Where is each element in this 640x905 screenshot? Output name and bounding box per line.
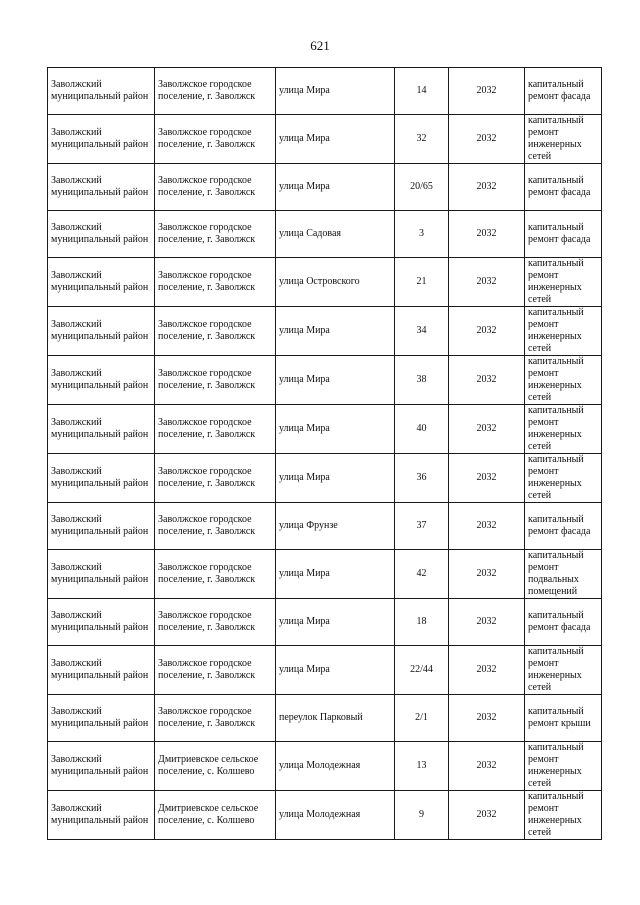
table-row <box>48 550 602 599</box>
table-row <box>48 115 602 164</box>
district-cell: Заволжский муниципальный район <box>48 503 155 550</box>
settlement-cell: Заволжское городское поселение, г. Заволжск <box>155 258 276 307</box>
house-number-cell: 20/65 <box>395 164 449 211</box>
work-type-cell: капитальный ремонт инженерных сетей <box>525 646 602 695</box>
settlement-cell: Заволжское городское поселение, г. Заволжск <box>155 115 276 164</box>
year-cell: 2032 <box>449 742 525 791</box>
year-cell: 2032 <box>449 599 525 646</box>
settlement-cell: Заволжское городское поселение, г. Заволжск <box>155 646 276 695</box>
year-cell: 2032 <box>449 356 525 405</box>
district-cell: Заволжский муниципальный район <box>48 599 155 646</box>
settlement-cell: Заволжское городское поселение, г. Заволжск <box>155 550 276 599</box>
settlement-cell: Заволжское городское поселение, г. Заволжск <box>155 599 276 646</box>
table-row <box>48 307 602 356</box>
work-type-cell: капитальный ремонт фасада <box>525 599 602 646</box>
district-cell: Заволжский муниципальный район <box>48 258 155 307</box>
district-cell: Заволжский муниципальный район <box>48 211 155 258</box>
settlement-cell: Заволжское городское поселение, г. Заволжск <box>155 695 276 742</box>
work-type-cell: капитальный ремонт инженерных сетей <box>525 307 602 356</box>
table-row <box>48 646 602 695</box>
district-cell: Заволжский муниципальный район <box>48 791 155 840</box>
year-cell: 2032 <box>449 503 525 550</box>
street-cell: переулок Парковый <box>276 695 395 742</box>
year-cell: 2032 <box>449 550 525 599</box>
table-row <box>48 258 602 307</box>
street-cell: улица Молодежная <box>276 742 395 791</box>
house-number-cell: 21 <box>395 258 449 307</box>
year-cell: 2032 <box>449 164 525 211</box>
district-cell: Заволжский муниципальный район <box>48 454 155 503</box>
year-cell: 2032 <box>449 68 525 115</box>
district-cell: Заволжский муниципальный район <box>48 742 155 791</box>
work-type-cell: капитальный ремонт фасада <box>525 164 602 211</box>
settlement-cell: Дмитриевское сельское поселение, с. Колшево <box>155 742 276 791</box>
street-cell: улица Мира <box>276 599 395 646</box>
table-row <box>48 791 602 840</box>
house-number-cell: 34 <box>395 307 449 356</box>
settlement-cell: Заволжское городское поселение, г. Заволжск <box>155 454 276 503</box>
street-cell: улица Мира <box>276 405 395 454</box>
district-cell: Заволжский муниципальный район <box>48 405 155 454</box>
house-number-cell: 13 <box>395 742 449 791</box>
house-number-cell: 2/1 <box>395 695 449 742</box>
settlement-cell: Заволжское городское поселение, г. Заволжск <box>155 405 276 454</box>
street-cell: улица Мира <box>276 454 395 503</box>
year-cell: 2032 <box>449 695 525 742</box>
district-cell: Заволжский муниципальный район <box>48 550 155 599</box>
street-cell: улица Мира <box>276 68 395 115</box>
work-type-cell: капитальный ремонт фасада <box>525 503 602 550</box>
house-number-cell: 18 <box>395 599 449 646</box>
repair-schedule-table <box>47 67 602 840</box>
work-type-cell: капитальный ремонт инженерных сетей <box>525 405 602 454</box>
house-number-cell: 40 <box>395 405 449 454</box>
street-cell: улица Мира <box>276 115 395 164</box>
year-cell: 2032 <box>449 791 525 840</box>
year-cell: 2032 <box>449 115 525 164</box>
district-cell: Заволжский муниципальный район <box>48 68 155 115</box>
district-cell: Заволжский муниципальный район <box>48 356 155 405</box>
street-cell: улица Мира <box>276 646 395 695</box>
table-row <box>48 356 602 405</box>
table-row <box>48 68 602 115</box>
work-type-cell: капитальный ремонт инженерных сетей <box>525 115 602 164</box>
work-type-cell: капитальный ремонт инженерных сетей <box>525 454 602 503</box>
street-cell: улица Садовая <box>276 211 395 258</box>
year-cell: 2032 <box>449 258 525 307</box>
house-number-cell: 22/44 <box>395 646 449 695</box>
work-type-cell: капитальный ремонт подвальных помещений <box>525 550 602 599</box>
table-row <box>48 695 602 742</box>
year-cell: 2032 <box>449 454 525 503</box>
district-cell: Заволжский муниципальный район <box>48 646 155 695</box>
settlement-cell: Заволжское городское поселение, г. Заволжск <box>155 356 276 405</box>
house-number-cell: 14 <box>395 68 449 115</box>
work-type-cell: капитальный ремонт инженерных сетей <box>525 742 602 791</box>
house-number-cell: 3 <box>395 211 449 258</box>
year-cell: 2032 <box>449 211 525 258</box>
table-row <box>48 164 602 211</box>
table-row <box>48 454 602 503</box>
district-cell: Заволжский муниципальный район <box>48 307 155 356</box>
page-number: 621 <box>310 38 330 53</box>
house-number-cell: 32 <box>395 115 449 164</box>
house-number-cell: 38 <box>395 356 449 405</box>
work-type-cell: капитальный ремонт фасада <box>525 211 602 258</box>
work-type-cell: капитальный ремонт инженерных сетей <box>525 258 602 307</box>
house-number-cell: 9 <box>395 791 449 840</box>
district-cell: Заволжский муниципальный район <box>48 115 155 164</box>
settlement-cell: Заволжское городское поселение, г. Заволжск <box>155 164 276 211</box>
district-cell: Заволжский муниципальный район <box>48 164 155 211</box>
settlement-cell: Заволжское городское поселение, г. Заволжск <box>155 211 276 258</box>
work-type-cell: капитальный ремонт крыши <box>525 695 602 742</box>
street-cell: улица Островского <box>276 258 395 307</box>
year-cell: 2032 <box>449 405 525 454</box>
settlement-cell: Дмитриевское сельское поселение, с. Колшево <box>155 791 276 840</box>
street-cell: улица Мира <box>276 164 395 211</box>
year-cell: 2032 <box>449 646 525 695</box>
table-row <box>48 599 602 646</box>
table-body <box>48 68 602 840</box>
work-type-cell: капитальный ремонт инженерных сетей <box>525 791 602 840</box>
house-number-cell: 42 <box>395 550 449 599</box>
house-number-cell: 37 <box>395 503 449 550</box>
street-cell: улица Мира <box>276 356 395 405</box>
year-cell: 2032 <box>449 307 525 356</box>
house-number-cell: 36 <box>395 454 449 503</box>
settlement-cell: Заволжское городское поселение, г. Заволжск <box>155 307 276 356</box>
district-cell: Заволжский муниципальный район <box>48 695 155 742</box>
street-cell: улица Молодежная <box>276 791 395 840</box>
table-row <box>48 211 602 258</box>
settlement-cell: Заволжское городское поселение, г. Заволжск <box>155 503 276 550</box>
street-cell: улица Фрунзе <box>276 503 395 550</box>
street-cell: улица Мира <box>276 307 395 356</box>
table-row <box>48 405 602 454</box>
street-cell: улица Мира <box>276 550 395 599</box>
settlement-cell: Заволжское городское поселение, г. Заволжск <box>155 68 276 115</box>
work-type-cell: капитальный ремонт фасада <box>525 68 602 115</box>
work-type-cell: капитальный ремонт инженерных сетей <box>525 356 602 405</box>
table-row <box>48 503 602 550</box>
table-row <box>48 742 602 791</box>
